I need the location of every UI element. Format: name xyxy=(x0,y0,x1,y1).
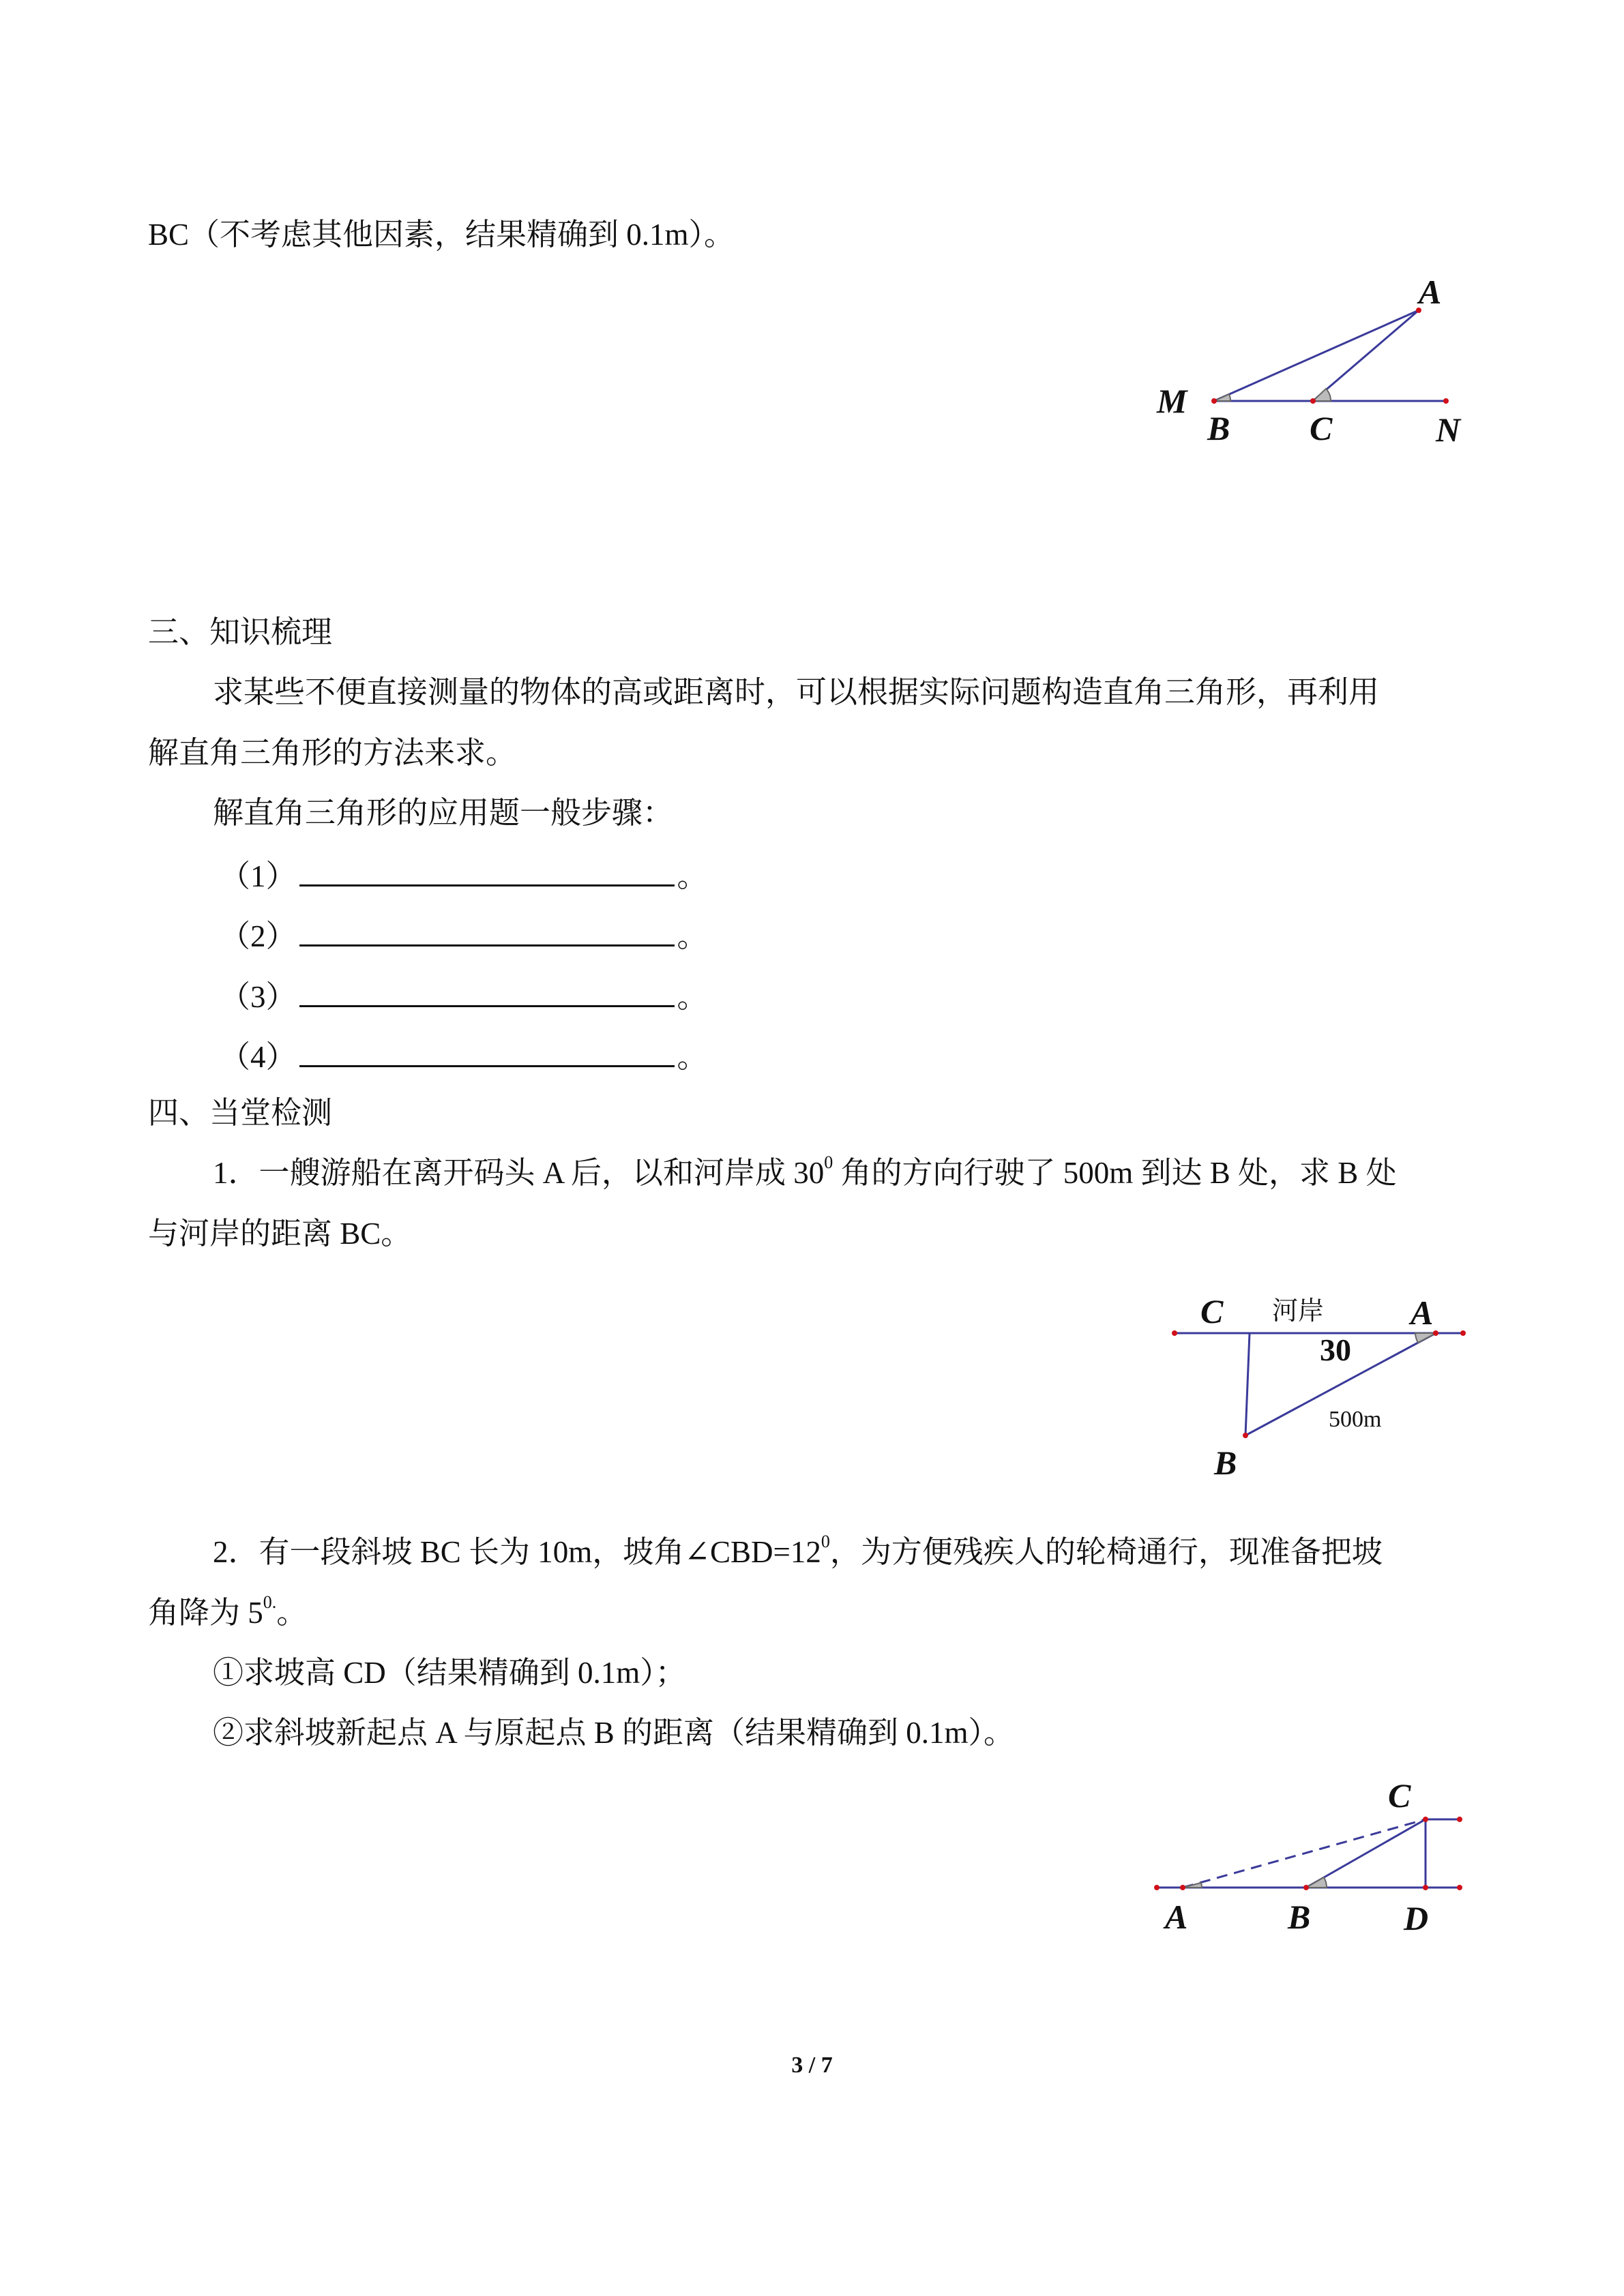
section4-heading: 四、当堂检测 xyxy=(148,1096,333,1130)
q2-line2: 角降为 $5^{0.}$。 xyxy=(148,1592,308,1630)
label-distance: 500m xyxy=(1329,1407,1382,1432)
label-d: D xyxy=(1404,1899,1429,1937)
label-a: A xyxy=(1419,273,1442,311)
label-angle-30: 30 xyxy=(1320,1332,1351,1367)
label-a: A xyxy=(1165,1898,1188,1936)
q1-line1: 1．一艘游船在离开码头 A 后，以和河岸成 $30^0$ 角的方向行驶了 500m 到达 B 处，求 B 处 xyxy=(213,1152,1397,1190)
figure-slope xyxy=(1139,1763,1480,1950)
label-a: A xyxy=(1411,1294,1434,1332)
label-b: B xyxy=(1207,409,1230,447)
step-1: （1） 。 xyxy=(220,857,708,892)
q2-part2: ②求斜坡新起点 A 与原起点 B 的距离（结果精确到 0.1m）。 xyxy=(213,1716,1015,1750)
q1-line2: 与河岸的距离 BC。 xyxy=(148,1217,412,1251)
step-4-blank[interactable] xyxy=(299,1038,675,1067)
q2-line1: 2．有一段斜坡 BC 长为 10m，坡角$\angle CBD=12^0$，为方便残疾人的轮椅通行，现准备把坡 xyxy=(213,1532,1383,1569)
section3-heading: 三、知识梳理 xyxy=(148,615,333,649)
figure-triangle-abc-mn xyxy=(1146,269,1473,464)
section3-para-line1: 求某些不便直接测量的物体的高或距离时，可以根据实际问题构造直角三角形，再利用 xyxy=(213,675,1380,709)
steps-title: 解直角三角形的应用题一般步骤： xyxy=(213,796,674,830)
step-3: （3） 。 xyxy=(220,978,708,1013)
section3-para-line2: 解直角三角形的方法来求。 xyxy=(148,736,517,770)
step-3-blank[interactable] xyxy=(299,978,675,1007)
label-c: C xyxy=(1310,409,1333,447)
label-n: N xyxy=(1436,411,1461,449)
step-4: （4） 。 xyxy=(220,1038,708,1073)
intro-line: BC（不考虑其他因素，结果精确到 0.1m）。 xyxy=(148,218,735,252)
label-river-bank: 河岸 xyxy=(1272,1297,1325,1326)
label-b: B xyxy=(1214,1444,1237,1482)
label-c: C xyxy=(1388,1776,1411,1815)
label-b: B xyxy=(1288,1898,1311,1936)
step-2: （2） 。 xyxy=(220,917,708,952)
figure-river-bank xyxy=(1160,1275,1473,1487)
q2-part1: ①求坡高 CD（结果精确到 0.1m）； xyxy=(213,1656,686,1690)
label-c: C xyxy=(1200,1292,1224,1330)
page-number: 3 / 7 xyxy=(791,2053,833,2078)
step-2-blank[interactable] xyxy=(299,917,675,946)
step-1-blank[interactable] xyxy=(299,857,675,886)
label-m: M xyxy=(1157,382,1187,420)
